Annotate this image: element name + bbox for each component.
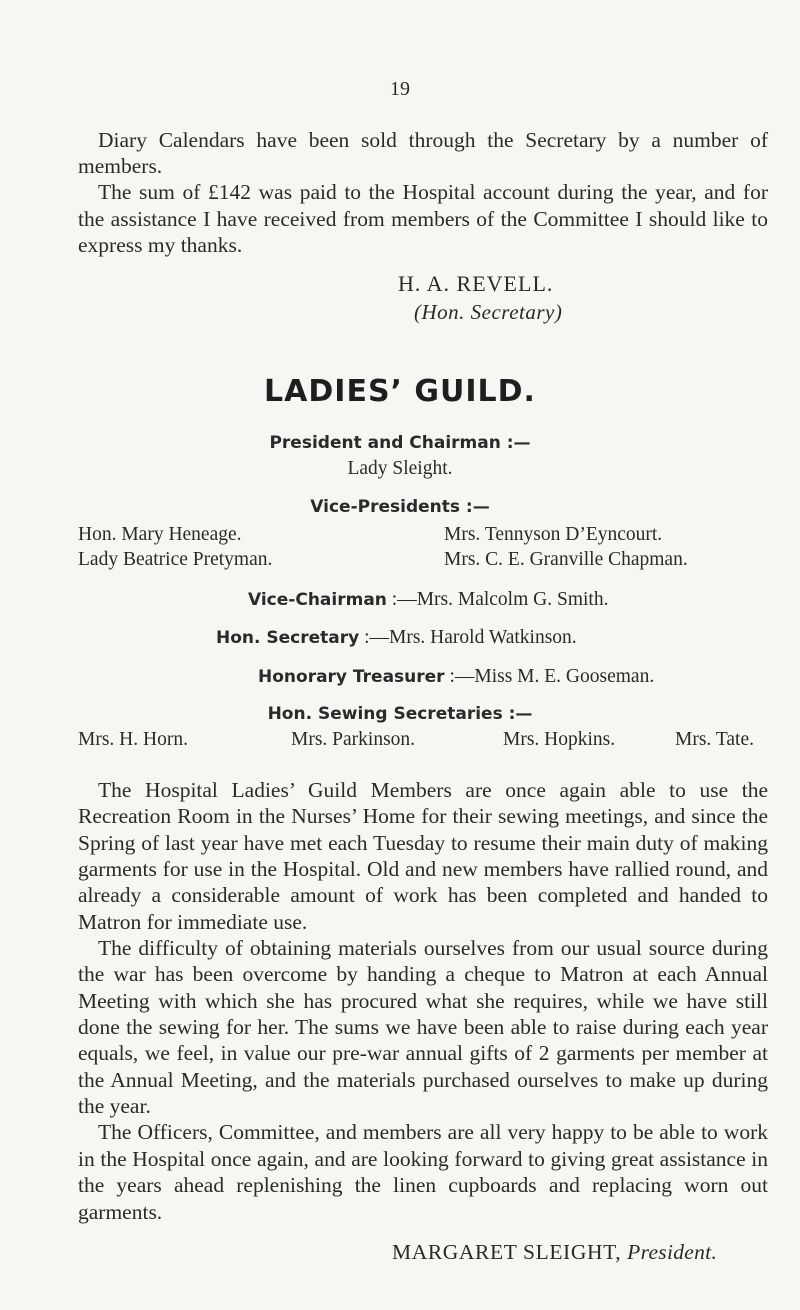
sewing-secretary-1: Mrs. H. Horn. bbox=[78, 729, 188, 750]
sewing-secretary-2: Mrs. Parkinson. bbox=[291, 729, 416, 750]
hon-secretary-label: Hon. Secretary bbox=[216, 628, 360, 648]
treasurer-line bbox=[258, 666, 654, 688]
president-label-text: President and Chairman :— bbox=[269, 433, 531, 453]
sewing-secretary-4: Mrs. Tate. bbox=[675, 729, 754, 750]
vice-chairman-line bbox=[248, 589, 608, 611]
sewing-secretaries-label-text: Hon. Sewing Secretaries :— bbox=[267, 704, 533, 724]
report-paragraph-1: The Hospital Ladies’ Guild Members are once again able to use the Recreation Room in the Nurses’ Home for their sewing meetings, and since the Spring of last year have met each Tuesday to resume their main duty of making garments for use in the Hospital. Old and new members have rallied round, and already a considerable amount of work has been completed and handed to Matron for immediate use. bbox=[78, 778, 768, 934]
secretary-signature-name: H. A. REVELL. bbox=[398, 271, 554, 296]
vice-presidents-label bbox=[0, 496, 800, 518]
secretary-signature-title: (Hon. Secretary) bbox=[414, 300, 563, 324]
president-signature-name: MARGARET SLEIGHT, bbox=[392, 1240, 628, 1264]
page-number: 19 bbox=[390, 78, 410, 100]
vice-president-4: Mrs. C. E. Granville Chapman. bbox=[444, 549, 688, 570]
treasurer-value: :—Miss M. E. Gooseman. bbox=[444, 666, 655, 687]
president-label bbox=[0, 432, 800, 454]
vice-presidents-label-text: Vice-Presidents :— bbox=[310, 497, 490, 517]
hon-secretary-line bbox=[216, 627, 577, 649]
president-signature bbox=[392, 1240, 717, 1265]
vice-chairman-label: Vice-Chairman bbox=[248, 590, 387, 610]
hon-secretary-value: :—Mrs. Harold Watkinson. bbox=[359, 627, 577, 648]
president-name: Lady Sleight. bbox=[347, 458, 453, 479]
intro-paragraph-2: The sum of £142 was paid to the Hospital account during the year, and for the assistance I have received from members of the Committee I should like to express my thanks. bbox=[78, 180, 768, 257]
section-heading: LADIES’ GUILD. bbox=[264, 374, 536, 409]
vice-president-3: Lady Beatrice Pretyman. bbox=[78, 549, 273, 570]
intro-text bbox=[78, 127, 768, 258]
report-paragraph-2: The difficulty of obtaining materials ourselves from our usual source during the war has been overcome by handing a cheque to Matron at each Annual Meeting with which she has procured what she requires, while we have still done the sewing for her. The sums we have been able to raise during each year equals, we feel, in value our pre-war annual gifts of 2 garments per member at the Annual Meeting, and the materials purchased ourselves to make up during the year. bbox=[78, 936, 768, 1119]
sewing-secretary-3: Mrs. Hopkins. bbox=[503, 729, 616, 750]
president-signature-title: President. bbox=[627, 1240, 718, 1264]
sewing-secretaries-label bbox=[0, 703, 800, 725]
intro-paragraph-1: Diary Calendars have been sold through the Secretary by a number of members. bbox=[78, 128, 768, 179]
vice-chairman-value: :—Mrs. Malcolm G. Smith. bbox=[386, 589, 609, 610]
report-text bbox=[78, 777, 768, 1225]
treasurer-label: Honorary Treasurer bbox=[258, 667, 445, 687]
report-paragraph-3: The Officers, Committee, and members are all very happy to be able to work in the Hospital once again, and are looking forward to giving great assistance in the years ahead replenishing the linen cupboards and replacing worn out garments. bbox=[78, 1120, 768, 1224]
vice-president-1: Hon. Mary Heneage. bbox=[78, 524, 242, 545]
vice-president-2: Mrs. Tennyson D’Eyncourt. bbox=[444, 524, 663, 545]
